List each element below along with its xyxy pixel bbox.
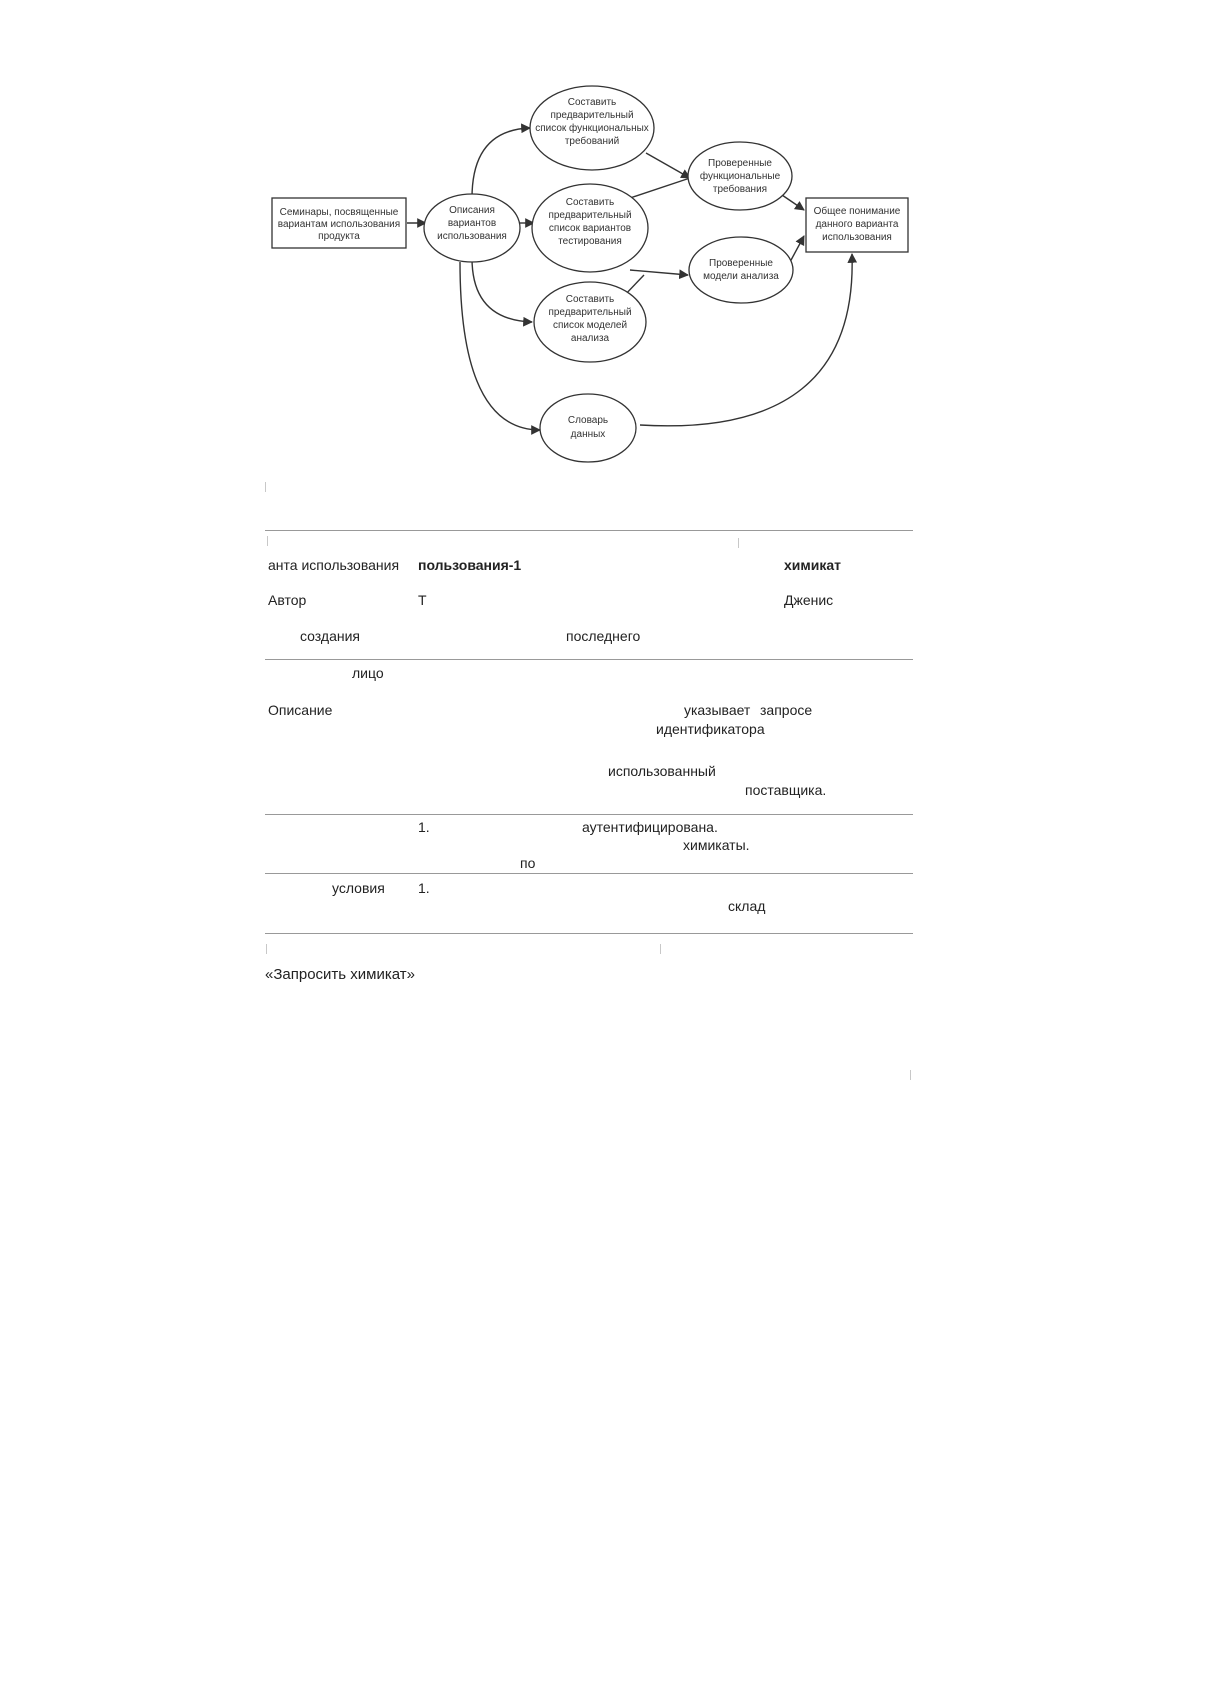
svg-text:Общее пониманиеданного вариант [814, 205, 901, 243]
node-line: данного варианта [815, 219, 899, 230]
use-case-label: анта использования [268, 557, 400, 573]
precondition-number: 1. [418, 819, 430, 835]
node-line: Описания [449, 205, 495, 216]
node-line: требования [712, 184, 768, 195]
node-line: Семинары, посвященные [279, 207, 399, 218]
description-label: Описание [268, 702, 333, 718]
node-common-understanding [806, 198, 908, 252]
node-line: вариантов [447, 218, 497, 229]
node-line: данных [570, 429, 606, 440]
process-diagram [0, 0, 1206, 480]
node-analysis-models-list [534, 282, 646, 362]
node-line: предварительный [548, 307, 632, 318]
description-text: идентификатора [656, 721, 765, 737]
last-update-label: последнего [566, 628, 641, 644]
actor-label: лицо [352, 665, 384, 681]
author-right: Дженис [784, 592, 834, 608]
node-test-list [532, 184, 648, 272]
postcondition-text: склад [728, 898, 766, 914]
table-rule [265, 659, 913, 660]
table-rule [265, 814, 913, 815]
postcondition-number: 1. [418, 880, 430, 896]
edge-func-req-to-verified [646, 153, 690, 178]
node-line: предварительный [548, 210, 632, 221]
scan-mark [660, 944, 661, 954]
node-line: список моделей [552, 320, 628, 331]
precondition-text: химикаты. [683, 837, 750, 853]
node-line: требований [564, 136, 620, 147]
footer-quote: «Запросить химикат» [265, 966, 415, 983]
scan-mark [267, 536, 268, 546]
table-rule [265, 873, 913, 874]
description-text: указывает [684, 702, 751, 718]
node-line: использования [822, 232, 892, 243]
edge-descriptions-to-func-req [472, 128, 530, 198]
node-line: Составить [565, 294, 615, 305]
node-line: Проверенные [709, 258, 773, 269]
description-text: использованный [608, 763, 716, 779]
node-line: анализа [570, 333, 610, 344]
node-line: Составить [567, 97, 617, 108]
node-line: вариантам использования [277, 219, 401, 230]
author-label: Автор [268, 592, 307, 608]
node-line: Составить [565, 197, 615, 208]
edge-test-to-verified-req [630, 178, 690, 198]
node-line: Общее понимание [813, 206, 901, 217]
node-use-case-descriptions [424, 194, 520, 262]
node-line: список вариантов [548, 223, 632, 234]
scan-mark [910, 1070, 911, 1080]
node-line: модели анализа [703, 271, 779, 282]
scan-mark [265, 482, 266, 492]
use-case-name: химикат [784, 557, 842, 573]
node-line: Словарь [567, 415, 609, 426]
node-line: тестирования [558, 236, 622, 247]
precondition-text: аутентифицирована. [582, 819, 718, 835]
creation-label: создания [300, 628, 360, 644]
node-line: список функциональных [535, 123, 649, 134]
scan-mark [266, 944, 267, 954]
edge-verified-req-to-common [782, 195, 804, 210]
node-verified-func-req [688, 142, 792, 210]
node-data-dictionary [540, 394, 636, 462]
use-case-id: пользования-1 [418, 557, 522, 573]
description-text: запросе [760, 702, 813, 718]
node-func-req-list [530, 86, 654, 170]
scan-mark [738, 538, 739, 548]
node-verified-models [689, 237, 793, 303]
edge-test-to-verified-models [630, 270, 688, 275]
node-seminars [272, 198, 406, 248]
edge-descriptions-to-models-list [472, 258, 532, 322]
node-line: использования [437, 231, 507, 242]
node-line: предварительный [550, 110, 634, 121]
author-value: Т [418, 592, 427, 608]
node-line: Проверенные [708, 158, 772, 169]
postcondition-label: условия [332, 880, 385, 896]
table-bottom-rule [265, 933, 913, 934]
table-top-rule [265, 530, 913, 531]
edge-verified-models-to-common [790, 236, 804, 262]
node-line: продукта [318, 231, 360, 242]
node-line: функциональные [699, 171, 781, 182]
description-text: поставщика. [745, 782, 827, 798]
precondition-text: по [520, 855, 536, 871]
edge-descriptions-to-dictionary [460, 262, 540, 430]
